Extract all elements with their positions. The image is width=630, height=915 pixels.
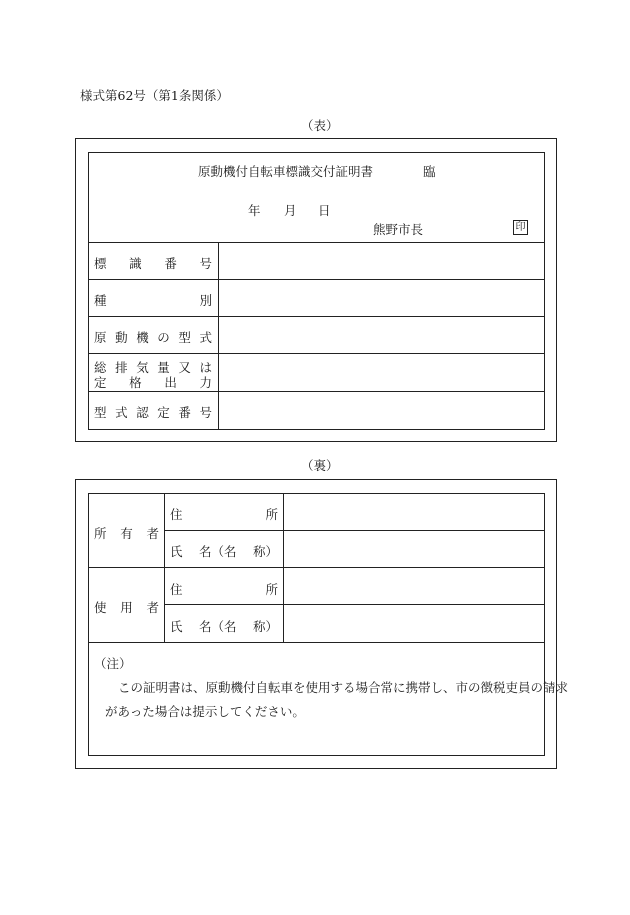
front-row-divider: [88, 316, 544, 317]
label-engine-model: 原 動 機 の 型 式: [94, 330, 212, 345]
label-displacement-line2: 定 格 出 力: [94, 375, 212, 390]
temp-mark: 臨: [423, 164, 436, 179]
front-row-divider: [88, 353, 544, 354]
label-user-name: 氏 名（名 称）: [170, 619, 278, 634]
date-month: 月: [284, 203, 297, 218]
note-text-line1: この証明書は、原動機付自転車を使用する場合常に携帯し、市の徴税吏員の請求: [118, 680, 569, 695]
back-row-divider: [164, 604, 544, 605]
issuer: 熊野市長: [373, 222, 424, 237]
back-row-divider: [164, 530, 544, 531]
note-text-line2: があった場合は提示してください。: [105, 704, 305, 719]
label-user: 使 用 者: [94, 600, 159, 615]
label-displacement-line1: 総 排 気 量 又 は: [94, 360, 212, 375]
front-column-divider: [218, 242, 219, 429]
front-title: 原動機付自転車標識交付証明書: [198, 164, 374, 179]
label-user-address: 住 所: [170, 582, 278, 597]
label-type: 種 別: [94, 293, 212, 308]
label-owner-name: 氏 名（名 称）: [170, 544, 278, 559]
front-row-divider: [88, 279, 544, 280]
label-plate-number: 標 識 番 号: [94, 256, 212, 271]
front-row-divider: [88, 391, 544, 392]
seal-stamp: 印: [513, 220, 528, 235]
label-owner-address: 住 所: [170, 507, 278, 522]
label-certification-number: 型 式 認 定 番 号: [94, 405, 212, 420]
form-id: 様式第62号（第1条関係）: [80, 88, 229, 103]
back-row-divider: [88, 567, 544, 568]
back-row-divider: [88, 642, 544, 643]
date-day: 日: [318, 203, 331, 218]
date-year: 年: [248, 203, 261, 218]
label-owner: 所 有 者: [94, 526, 159, 541]
note-heading: （注）: [94, 656, 132, 671]
front-row-divider: [88, 242, 544, 243]
back-side-label: （裏）: [301, 458, 339, 473]
front-side-label: （表）: [301, 118, 339, 133]
